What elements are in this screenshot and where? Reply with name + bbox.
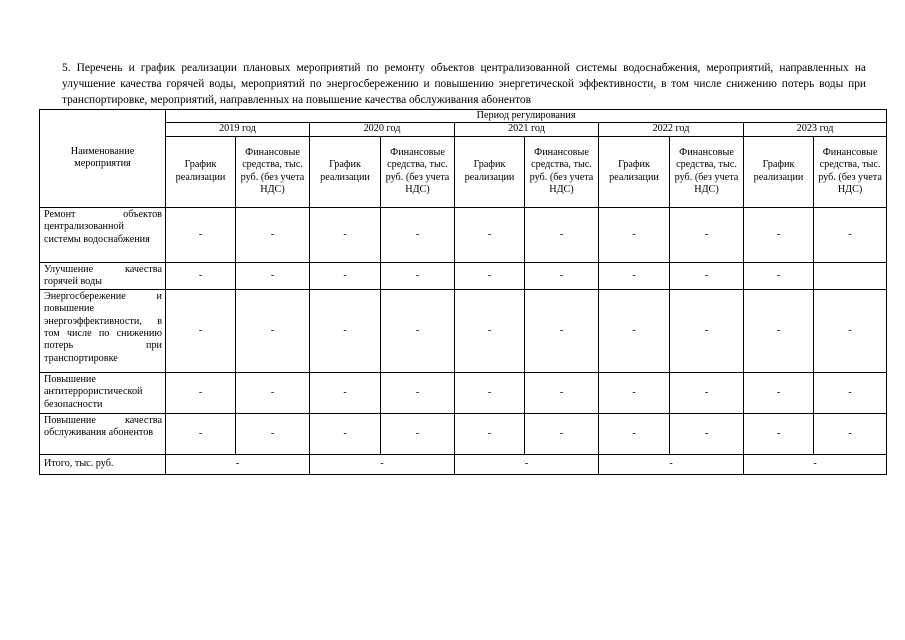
cell: - xyxy=(236,207,310,262)
finance-subheader: Финансовые средства, тыс. руб. (без учета НДС) xyxy=(670,136,744,207)
cell: - xyxy=(310,289,381,372)
cell: - xyxy=(166,262,236,289)
cell: - xyxy=(525,262,599,289)
cell xyxy=(814,262,887,289)
cell: - xyxy=(670,289,744,372)
cell: - xyxy=(744,413,814,454)
cell: - xyxy=(236,413,310,454)
cell: - xyxy=(525,207,599,262)
year-header: 2021 год xyxy=(455,123,599,136)
total-cell: - xyxy=(455,454,599,474)
cell: - xyxy=(599,289,670,372)
cell: - xyxy=(525,289,599,372)
table-row xyxy=(40,289,887,372)
cell: - xyxy=(525,413,599,454)
finance-subheader: Финансовые средства, тыс. руб. (без учета НДС) xyxy=(814,136,887,207)
cell: - xyxy=(670,262,744,289)
total-cell: - xyxy=(166,454,310,474)
row-name: Ремонт объектов централизованной системы водоснабжения xyxy=(40,207,166,262)
cell: - xyxy=(455,289,525,372)
cell: - xyxy=(381,372,455,413)
year-header: 2020 год xyxy=(310,123,455,136)
row-name: Улучшение качества горячей воды xyxy=(40,262,166,289)
row-name: Повышение антитеррористической безопасности xyxy=(40,372,166,413)
year-header: 2022 год xyxy=(599,123,744,136)
cell: - xyxy=(670,207,744,262)
schedule-subheader: График реализации xyxy=(310,136,381,207)
table-row xyxy=(40,372,887,413)
totals-label: Итого, тыс. руб. xyxy=(40,454,166,474)
row-name: Энергосбережение и повышение энергоэффективности, в том числе по снижению потерь при транспортировке xyxy=(40,289,166,372)
schedule-subheader: График реализации xyxy=(744,136,814,207)
cell: - xyxy=(455,262,525,289)
cell: - xyxy=(455,207,525,262)
row-name: Повышение качества обслуживания абонентов xyxy=(40,413,166,454)
activities-table xyxy=(39,109,887,475)
cell: - xyxy=(236,289,310,372)
year-header: 2019 год xyxy=(166,123,310,136)
finance-subheader: Финансовые средства, тыс. руб. (без учета НДС) xyxy=(236,136,310,207)
cell: - xyxy=(814,413,887,454)
cell: - xyxy=(310,262,381,289)
cell: - xyxy=(166,289,236,372)
cell: - xyxy=(236,372,310,413)
cell: - xyxy=(381,262,455,289)
schedule-subheader: График реализации xyxy=(599,136,670,207)
cell: - xyxy=(744,289,814,372)
total-cell: - xyxy=(310,454,455,474)
total-cell: - xyxy=(744,454,887,474)
cell: - xyxy=(381,413,455,454)
finance-subheader: Финансовые средства, тыс. руб. (без учета НДС) xyxy=(525,136,599,207)
cell: - xyxy=(166,413,236,454)
cell: - xyxy=(310,207,381,262)
cell: - xyxy=(599,262,670,289)
cell: - xyxy=(744,372,814,413)
cell: - xyxy=(670,372,744,413)
cell: - xyxy=(310,372,381,413)
cell: - xyxy=(744,262,814,289)
table-row xyxy=(40,262,887,289)
totals-row xyxy=(40,454,887,474)
cell: - xyxy=(455,413,525,454)
cell: - xyxy=(525,372,599,413)
name-column-header: Наименование мероприятия xyxy=(40,110,166,208)
table-row xyxy=(40,207,887,262)
cell: - xyxy=(455,372,525,413)
period-header: Период регулирования xyxy=(166,110,887,123)
cell: - xyxy=(381,289,455,372)
schedule-subheader: График реализации xyxy=(455,136,525,207)
cell: - xyxy=(670,413,744,454)
cell: - xyxy=(814,289,887,372)
total-cell: - xyxy=(599,454,744,474)
cell: - xyxy=(166,372,236,413)
finance-subheader: Финансовые средства, тыс. руб. (без учета НДС) xyxy=(381,136,455,207)
cell: - xyxy=(599,372,670,413)
cell: - xyxy=(166,207,236,262)
table-row xyxy=(40,413,887,454)
year-header: 2023 год xyxy=(744,123,887,136)
cell: - xyxy=(814,372,887,413)
cell: - xyxy=(310,413,381,454)
cell: - xyxy=(236,262,310,289)
cell: - xyxy=(814,207,887,262)
cell: - xyxy=(599,413,670,454)
cell: - xyxy=(599,207,670,262)
schedule-subheader: График реализации xyxy=(166,136,236,207)
cell: - xyxy=(744,207,814,262)
section-heading: 5. Перечень и график реализации плановых мероприятий по ремонту объектов централизованной системы водоснабжения, мероприятий, направленных на улучшение качества горячей воды, мероприятий по энергосбережению и повышению энергетической эффективности, в том числе снижению потерь воды при транспортировке, мероприятий, направленных на повышение качества обслуживания абонентов xyxy=(62,62,866,106)
cell: - xyxy=(381,207,455,262)
